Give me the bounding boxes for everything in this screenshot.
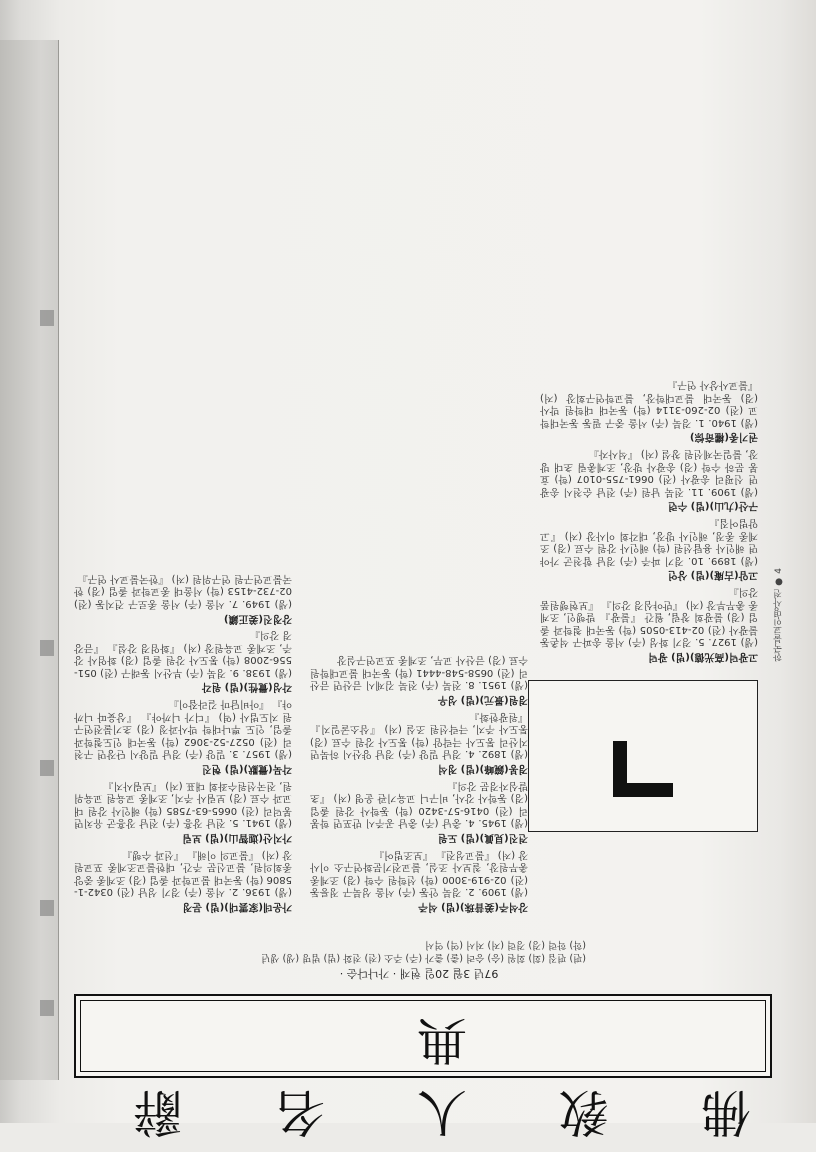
column-body — [540, 126, 758, 666]
running-head-text: 한국불교인명사전 ● 4 — [774, 568, 784, 662]
entry-headword: 고광덕(高光德)(법) 광덕 — [648, 651, 758, 662]
entry-headword: 가지산(迦智山)(법) 보림 — [182, 832, 292, 844]
section-letter-box — [528, 680, 758, 832]
entry-headword: 구산(九山)(법) 수련 — [667, 500, 758, 512]
entry-body: (생) 1951. 8. 전북 (주) 전북 김제시 금산면 금산리 (전) 0658-548-4441 (학) 동국대 불교대학원 수료 (경) 금산사 교무, 조계종 포교연구실장 — [310, 654, 528, 691]
entry-body: (생) 1909. 11. 전북 남원 (주) 전남 순천시 송광면 신평리 송광사 (전) 0661-755-0107 (학) 효봉 문하 수학 (경) 송광사 방장, 조계총림 초대 방장, 불일국제선원 창설 (저) 『석사자』 — [540, 448, 758, 497]
abbreviation-legend: (편) 편집 (회) 회원 (승) 승려 (출) 출가 (주) 주소 (전) 전화 (법) 법명 (생) 생년 (학) 학력 (경) 경력 (저) 저서 (역) 역서 — [261, 939, 586, 963]
left-page-text-fragment — [40, 1000, 54, 1016]
text-column-2 — [310, 126, 528, 916]
entry-body: (생) 1909. 2. 경북 안동 (주) 서울 성북구 정릉동 (전) 02-919-3000 (학) 선학원 수학 (경) 조계종 총무원장, 칠보사 조실, 불교전기문화연구소 이사장 (저) 『불교성전』 『보조법어』 — [310, 848, 528, 898]
running-head — [772, 568, 784, 728]
dictionary-title: 佛 敎 人 名 辭 典 — [95, 1011, 751, 1141]
left-page-text-fragment — [40, 900, 54, 916]
entry-body: (생) 1945. 4. 충남 (주) 충남 공주시 반포면 학봉리 (전) 0416-57-3420 (학) 동학사 강원 졸업 (경) 동학사 강사, 비구니 교육기관 운영 (저) 『초발심자경문 강의』 — [310, 779, 528, 829]
entry-body: (생) 1936. 2. 서울 (주) 경기 성남 (전) 0342-1-5806 (학) 동국대 불교학과 졸업 (경) 조계종 중앙종회의원, 불교신문 주간, 대한불교조계종 포교원장 (저) 『불교의 이해』 『선과 수행』 — [74, 848, 292, 898]
entry-headword: 각성(覺性)(법) 원각 — [201, 681, 292, 693]
entry-body: (생) 1899. 10. 경기 파주 (주) 경남 합천군 가야면 해인사 용탑선원 (학) 해인사 강원 수료 (경) 조계종 종정, 해인사 방장, 대각회 이사장 (저) 『고암법어집』 — [540, 517, 758, 566]
entry-body: (생) 1892. 4. 경남 밀양 (주) 경남 양산시 하북면 지산리 통도사 극락암 (학) 통도사 강원 수료 (경) 통도사 주지, 극락선원 조실 (저) 『삼소굴일지』 『원광한화』 — [310, 710, 528, 760]
entry-body: (생) 1949. 7. 서울 (주) 서울 종로구 견지동 (전) 02-732-4153 (학) 서울대 종교학과 졸업 (경) 한국불교연구원 연구위원 (저) 『한국불교사 연구』 — [74, 572, 292, 609]
left-page-text-fragment — [40, 760, 54, 776]
text-column-1 — [74, 126, 292, 916]
text-column-3 — [540, 126, 758, 666]
entry-headword: 고암(古庵)(법) 상언 — [667, 569, 758, 581]
entry-body: (생) 1927. 5. 경기 화성 (주) 서울 송파구 석촌동 불광사 (전) 02-413-0505 (학) 동국대 철학과 졸업 (경) 불광회 창립, 월간 『불광』 발행인, 조계종 총무부장 (저) 『반야심경 강의』 『보현행원품 강의』 — [540, 586, 758, 648]
entry-headword: 견진(見眞)(법) 도원 — [437, 832, 528, 844]
entry-body: (생) 1940. 1. 경북 (주) 서울 중구 필동 동국대학교 (전) 02-260-3114 (학) 동국대 대학원 박사 (경) 동국대 불교대학장, 불교학연구회장 (저) 『불교사상사 연구』 — [540, 379, 758, 428]
entry-headword: 강정진(姜正鎭) — [223, 612, 292, 624]
document-page — [66, 68, 784, 1141]
section-letter-giyeok — [609, 737, 673, 797]
entry-headword: 경봉(鏡峰)(법) 정석 — [437, 763, 528, 775]
entry-body: (생) 1957. 3. 밀양 (주) 경남 밀양시 단장면 구천리 (전) 0527-52-3062 (학) 동국대 인도철학과 졸업, 인도 뿌나대학 박사과정 (경) 초기불전연구원 지도법사 (역) 『디가 니까야』 『상윳따 니까야』 『아비담마 길라잡이』 — [74, 698, 292, 760]
column-body — [310, 126, 528, 916]
left-page-text-fragment — [40, 310, 54, 326]
left-page-text-fragment — [40, 640, 54, 656]
column-body — [74, 126, 292, 916]
entry-body: (생) 1941. 5. 전남 장흥 (주) 전남 장흥군 유치면 봉덕리 (전) 0665-63-7585 (학) 해인사 강원 대교과 수료 (경) 보림사 주지, 조계종 교육원 교육위원, 전국선원수좌회 대표 (저) 『보림사지』 — [74, 779, 292, 829]
entry-headword: 권기종(權奇悰) — [689, 431, 758, 443]
entry-headword: 경원(景元)(법) 성우 — [437, 694, 528, 706]
entry-headword: 가운데(家雲대)(법) 문정 — [182, 901, 292, 912]
title-box — [74, 994, 772, 1141]
entry-headword: 강석주(姜昔珠)(법) 석주 — [418, 901, 528, 912]
entry-body: (생) 1938. 9. 경북 (주) 부산시 동래구 (전) 051-556-2008 (학) 통도사 강원 졸업 (경) 화엄사 강주, 조계종 교육원장 (저) 『화엄경 강설』 『금강경 강의』 — [74, 629, 292, 678]
entry-headword: 각묵(覺默)(법) 현진 — [201, 763, 292, 775]
left-page-edge — [0, 40, 59, 1080]
dictionary-subtitle: 97년 3월 20일 현재 · 가나다순 · — [339, 967, 499, 980]
